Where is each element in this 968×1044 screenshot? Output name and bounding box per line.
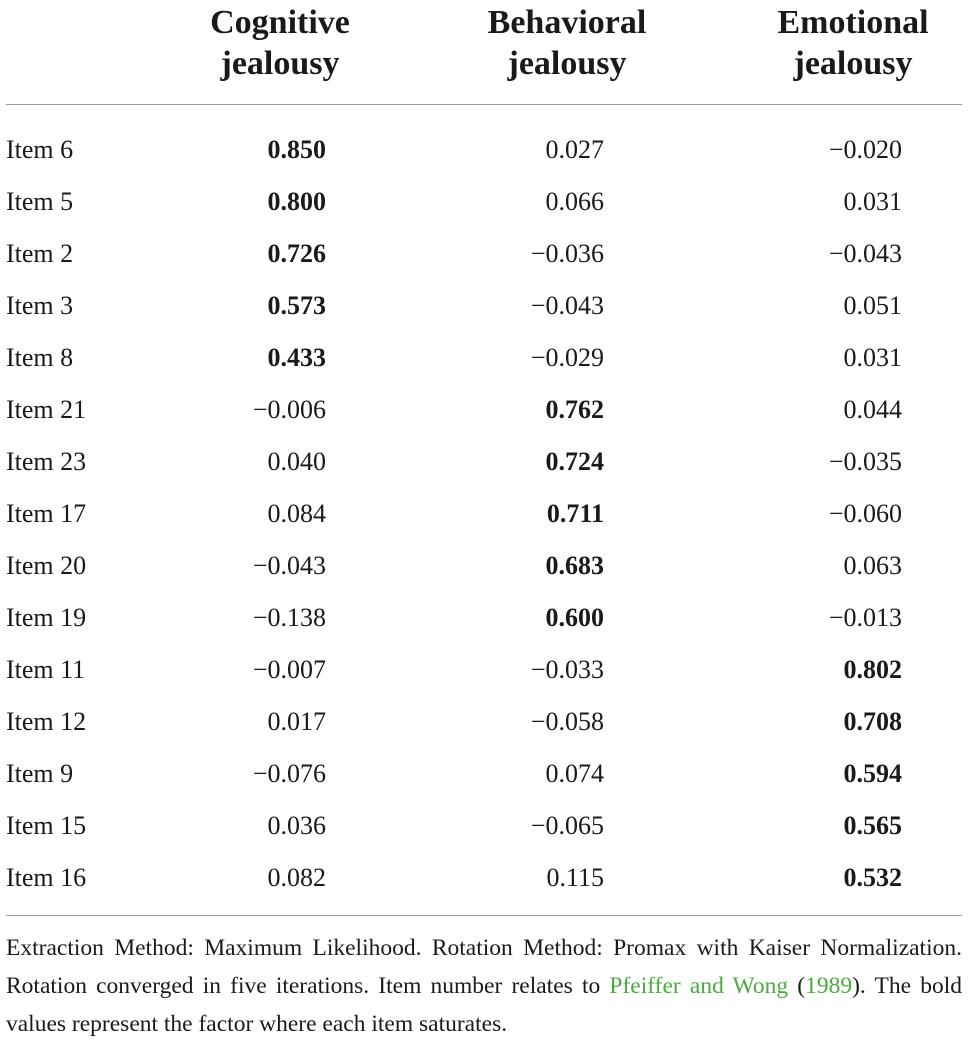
cognitive-value: 0.433 [267,343,326,372]
table-row [0,696,968,748]
emotional-value: 0.051 [843,291,902,320]
item-label: Item 16 [6,863,87,892]
citation-link[interactable]: Pfeiffer and Wong [609,973,789,999]
column-header-line: Cognitive [210,4,350,41]
cognitive-value: 0.573 [267,291,326,320]
cognitive-value: 0.850 [267,135,326,164]
column-header-cognitive [180,2,380,84]
behavioral-value: −0.065 [530,811,604,840]
behavioral-value: −0.043 [530,291,604,320]
emotional-value: 0.063 [843,551,902,580]
item-label: Item 20 [6,551,87,580]
item-label: Item 19 [6,603,87,632]
emotional-value: −0.035 [828,447,902,476]
column-header-line: jealousy [220,45,340,82]
behavioral-value: −0.036 [530,239,604,268]
table-row [0,592,968,644]
column-header-line: Behavioral [487,4,647,41]
emotional-value: 0.044 [843,395,902,424]
emotional-value: 0.031 [843,343,902,372]
behavioral-value: 0.066 [545,187,604,216]
footnote-text: ). The bold values represent the factor where each item saturates. [6,973,962,1037]
column-header-line: jealousy [507,45,627,82]
table-row [0,384,968,436]
emotional-value: 0.802 [843,655,902,684]
table-row [0,800,968,852]
emotional-value: 0.565 [843,811,902,840]
table-row [0,332,968,384]
cognitive-value: −0.076 [252,759,326,788]
header-rule [6,104,962,105]
table-row [0,436,968,488]
item-label: Item 2 [6,239,74,268]
table-body [0,124,968,904]
citation-year-link[interactable]: 1989 [805,973,853,999]
table-row [0,280,968,332]
item-label: Item 23 [6,447,87,476]
footer-rule [6,915,962,916]
cognitive-value: 0.017 [267,707,326,736]
cognitive-value: 0.726 [267,239,326,268]
behavioral-value: 0.724 [545,447,604,476]
emotional-value: −0.043 [828,239,902,268]
cognitive-value: 0.084 [267,499,326,528]
footnote-text: Extraction Method: Maximum Likelihood. Rotation Method: Promax with Kaiser Normalization. Rotation converged in five iterations. Item number relates to [6,935,962,999]
cognitive-value: −0.043 [252,551,326,580]
item-label: Item 11 [6,655,86,684]
cognitive-value: −0.006 [252,395,326,424]
cognitive-value: 0.036 [267,811,326,840]
behavioral-value: 0.600 [545,603,604,632]
behavioral-value: 0.711 [546,499,604,528]
behavioral-value: 0.074 [545,759,604,788]
column-header-line: Emotional [777,4,929,41]
behavioral-value: 0.683 [545,551,604,580]
column-header-behavioral [462,2,672,84]
table-row [0,176,968,228]
emotional-value: 0.031 [843,187,902,216]
cognitive-value: 0.082 [267,863,326,892]
item-label: Item 9 [6,759,74,788]
table-row [0,748,968,800]
cognitive-value: 0.040 [267,447,326,476]
item-label: Item 8 [6,343,74,372]
item-label: Item 17 [6,499,87,528]
item-label: Item 15 [6,811,87,840]
behavioral-value: −0.058 [530,707,604,736]
table-row [0,852,968,904]
emotional-value: 0.594 [843,759,902,788]
item-label: Item 6 [6,135,74,164]
footnote-text: ( [788,973,806,999]
behavioral-value: 0.762 [545,395,604,424]
item-label: Item 5 [6,187,74,216]
cognitive-value: −0.138 [252,603,326,632]
behavioral-value: −0.029 [530,343,604,372]
cognitive-value: 0.800 [267,187,326,216]
column-header-line: jealousy [793,45,913,82]
table-footnote [6,929,962,1043]
behavioral-value: 0.027 [545,135,604,164]
item-label: Item 3 [6,291,74,320]
column-header-emotional [748,2,958,84]
behavioral-value: 0.115 [546,863,604,892]
item-label: Item 21 [6,395,87,424]
behavioral-value: −0.033 [530,655,604,684]
emotional-value: −0.060 [828,499,902,528]
table-row [0,644,968,696]
emotional-value: −0.013 [828,603,902,632]
emotional-value: 0.708 [843,707,902,736]
item-label: Item 12 [6,707,87,736]
table-row [0,124,968,176]
table-row [0,228,968,280]
table-row [0,540,968,592]
cognitive-value: −0.007 [252,655,326,684]
emotional-value: 0.532 [843,863,902,892]
table-header [0,0,968,104]
table-row [0,488,968,540]
emotional-value: −0.020 [828,135,902,164]
